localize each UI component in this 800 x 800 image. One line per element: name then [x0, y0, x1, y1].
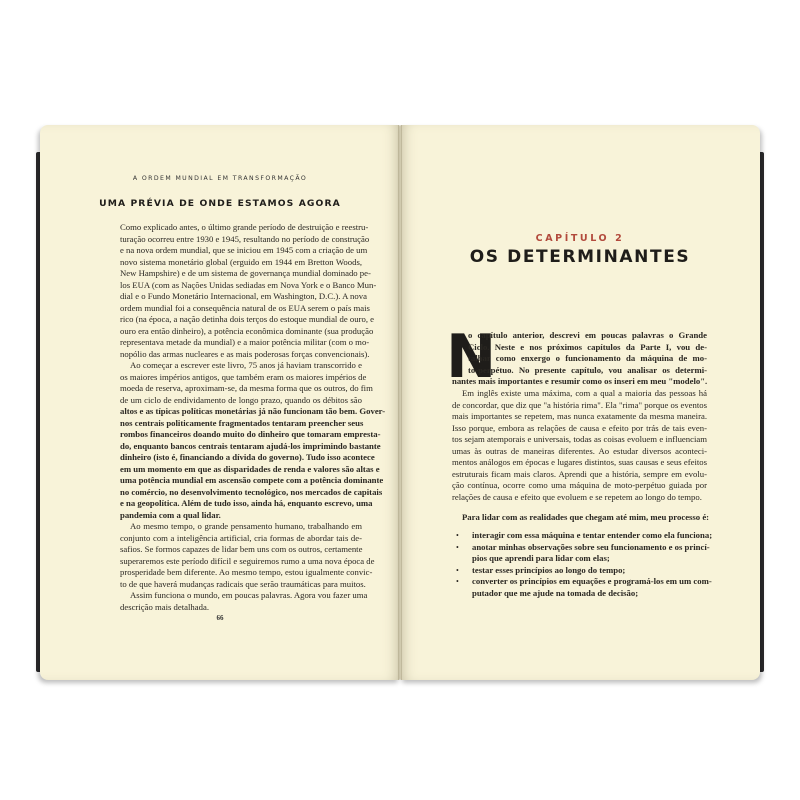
text-line: estruturais ficam mais claros. Aprendi que a história, sempre em evolu-	[452, 468, 707, 479]
chapter-title: OS DETERMINANTES	[469, 247, 691, 267]
intro-line: to-perpétuo. No presente capítulo, vou analisar os determi-	[468, 364, 707, 375]
text-line: uma potência mundial em ascensão compete com a potência dominante	[120, 475, 384, 485]
chapter-intro	[452, 330, 707, 388]
text-line: de concordar, que diz que "a história rima". Ela "rima" porque os eventos	[452, 399, 707, 410]
text-line: New Hampshire) e de um sistema de governança mundial dominado pe-	[120, 268, 371, 278]
text-line: to de que haverá mudanças radicais que serão traumáticas para muitos.	[120, 578, 366, 589]
text-line: Ao mesmo tempo, o grande pensamento humano, trabalhando em	[130, 521, 362, 531]
text-line: representava metade da mundial) e a maior potência militar (com o mo-	[120, 337, 370, 347]
list-item-text: testar esses princípios ao longo do tempo;	[472, 564, 626, 575]
list-item-text: interagir com essa máquina e tentar entender como ela funciona;	[472, 530, 713, 540]
text-line: relações de causa e efeito que evoluem e se repetem ao longo do tempo.	[452, 491, 702, 502]
list-item-text: anotar minhas observações sobre seu funcionamento e os princí-	[472, 541, 710, 552]
list-item-text: pios que aprendi para lidar com elas;	[472, 553, 610, 563]
text-line: ouro era então dinheiro), a potência econômica dominante (sua produção	[120, 325, 374, 336]
chapter-label: CAPÍTULO 2	[535, 233, 625, 244]
intro-line: o capítulo anterior, descrevi em poucas palavras o Grande	[468, 330, 707, 340]
text-line: ção contínua, ocorre como uma máquina de moto-perpétuo guiada por	[452, 480, 707, 490]
text-line: prosperidade bem diferente. Ao mesmo tempo, estou igualmente convic-	[120, 567, 373, 577]
running-head: A ORDEM MUNDIAL EM TRANSFORMAÇÃO	[132, 175, 308, 182]
intro-line: nantes mais importantes e resumir como os inseri em meu "modelo".	[452, 376, 708, 386]
text-line: em um momento em que as disparidades de renda e valores são altas e	[120, 463, 380, 474]
text-line: moeda de reserva, aproximam-se, da mesma forma que os outros, do fim	[120, 383, 373, 393]
book-gutter	[398, 125, 402, 680]
text-line: e na geopolítica. Além de tudo isso, ainda há, enquanto escrevo, uma	[120, 498, 373, 508]
left-page	[40, 125, 400, 680]
text-line: dial e o Fundo Monetário Internacional, em Washington, D.C.). A nova	[120, 291, 367, 301]
right-page	[400, 125, 760, 680]
list-item	[452, 541, 710, 565]
process-heading	[452, 512, 710, 524]
text-line: rombos financeiros doando muito do dinheiro que tomaram empresta-	[120, 429, 381, 439]
process-heading-text: Para lidar com as realidades que chegam até mim, meu processo é:	[462, 512, 710, 522]
text-line: de um ciclo de endividamento de longo prazo, quando os débitos são	[120, 394, 362, 405]
list-item	[452, 576, 712, 599]
text-line: safios. Se formos capazes de lidar bem uns com os outros, certamente	[120, 544, 363, 554]
text-line: novo sistema monetário global (erguido em 1944 em Bretton Woods,	[120, 256, 362, 267]
section-title: UMA PRÉVIA DE ONDE ESTAMOS AGORA	[99, 198, 341, 209]
process-list	[452, 530, 713, 599]
text-line: nopólio das armas nucleares e as mais poderosas forças convencionais).	[120, 348, 370, 359]
list-item	[452, 530, 713, 542]
text-line: conjunto com a inteligência artificial, cria formas de abordar tais de-	[120, 532, 362, 543]
bullet-icon: •	[456, 531, 459, 540]
text-line: Em inglês existe uma máxima, com a qual a maioria das pessoas há	[462, 388, 707, 398]
drop-cap: N	[446, 322, 497, 392]
chapter-body	[452, 388, 707, 503]
text-line: Ao começar a escrever este livro, 75 anos já haviam transcorrido e	[130, 360, 362, 370]
text-line: rico (na época, a nação detinha dois terços do estoque mundial de ouro, e	[120, 314, 375, 324]
text-line: Assim funciona o mundo, em poucas palavras. Agora vou fazer uma	[130, 590, 368, 600]
bullet-icon: •	[456, 565, 459, 575]
text-line: altos e as típicas políticas monetárias já não funcionam tão bem. Gover-	[120, 406, 386, 416]
text-line: tos sejam atemporais e universais, todas as coisas evoluem e influenciam	[452, 434, 707, 444]
text-line: mentos análogos em épocas e lugares distintos, suas causas e seus efeitos	[452, 457, 707, 467]
page-number: 66	[216, 614, 224, 622]
text-line: dinheiro (isto é, financiando a dívida do governo). Tudo isso acontece	[120, 452, 375, 462]
intro-line: talhar como enxergo o funcionamento da máquina de mo-	[468, 353, 707, 363]
text-line: superaremos este período difícil e seguiremos rumo a uma nova época de	[120, 555, 375, 566]
bullet-icon: •	[456, 542, 459, 552]
text-line: os maiores impérios antigos, que também eram os maiores impérios de	[120, 371, 367, 382]
text-line: nos centrais politicamente fragmentados tentaram preencher seus	[120, 417, 364, 428]
bullet-icon: •	[456, 577, 459, 586]
list-item-text: putador que me ajude na tomada de decisão;	[472, 587, 639, 598]
left-page-body	[120, 222, 386, 613]
text-line: umas às outras de maneiras diferentes. Ao estudar diversos aconteci-	[452, 445, 707, 456]
text-line: turação ocorreu entre 1930 e 1945, resultando no período de construção	[120, 233, 370, 244]
text-line: e na nova ordem mundial, que se iniciou em 1945 com a criação de um	[120, 245, 368, 255]
text-line: pandemia com a qual lidar.	[120, 509, 221, 520]
list-item-text: converter os princípios em equações e programá-los em um com-	[472, 576, 712, 586]
text-line: mais importantes se repetem, mas nunca exatamente da mesma maneira.	[452, 411, 707, 421]
text-line: no comércio, no desenvolvimento tecnológico, nos mercados de capitais	[120, 486, 383, 497]
text-line: ordem mundial foi a consequência natural de os EUA serem o país mais	[120, 302, 370, 313]
text-line: Como explicado antes, o último grande período de destruição e reestru-	[120, 222, 369, 232]
text-line: descrição mais detalhada.	[120, 601, 210, 612]
text-line: do, enquanto bancos centrais tentaram ajudá-los imprimindo bastante	[120, 440, 381, 451]
list-item	[452, 565, 707, 577]
intro-line: Ciclo. Neste e nos próximos capítulos da Parte I, vou de-	[468, 341, 707, 352]
text-line: los EUA (com as Nações Unidas sediadas em Nova York e o Banco Mun-	[120, 279, 377, 290]
text-line: Isso porque, embora as relações de causa e efeito por trás de tais even-	[452, 422, 707, 433]
